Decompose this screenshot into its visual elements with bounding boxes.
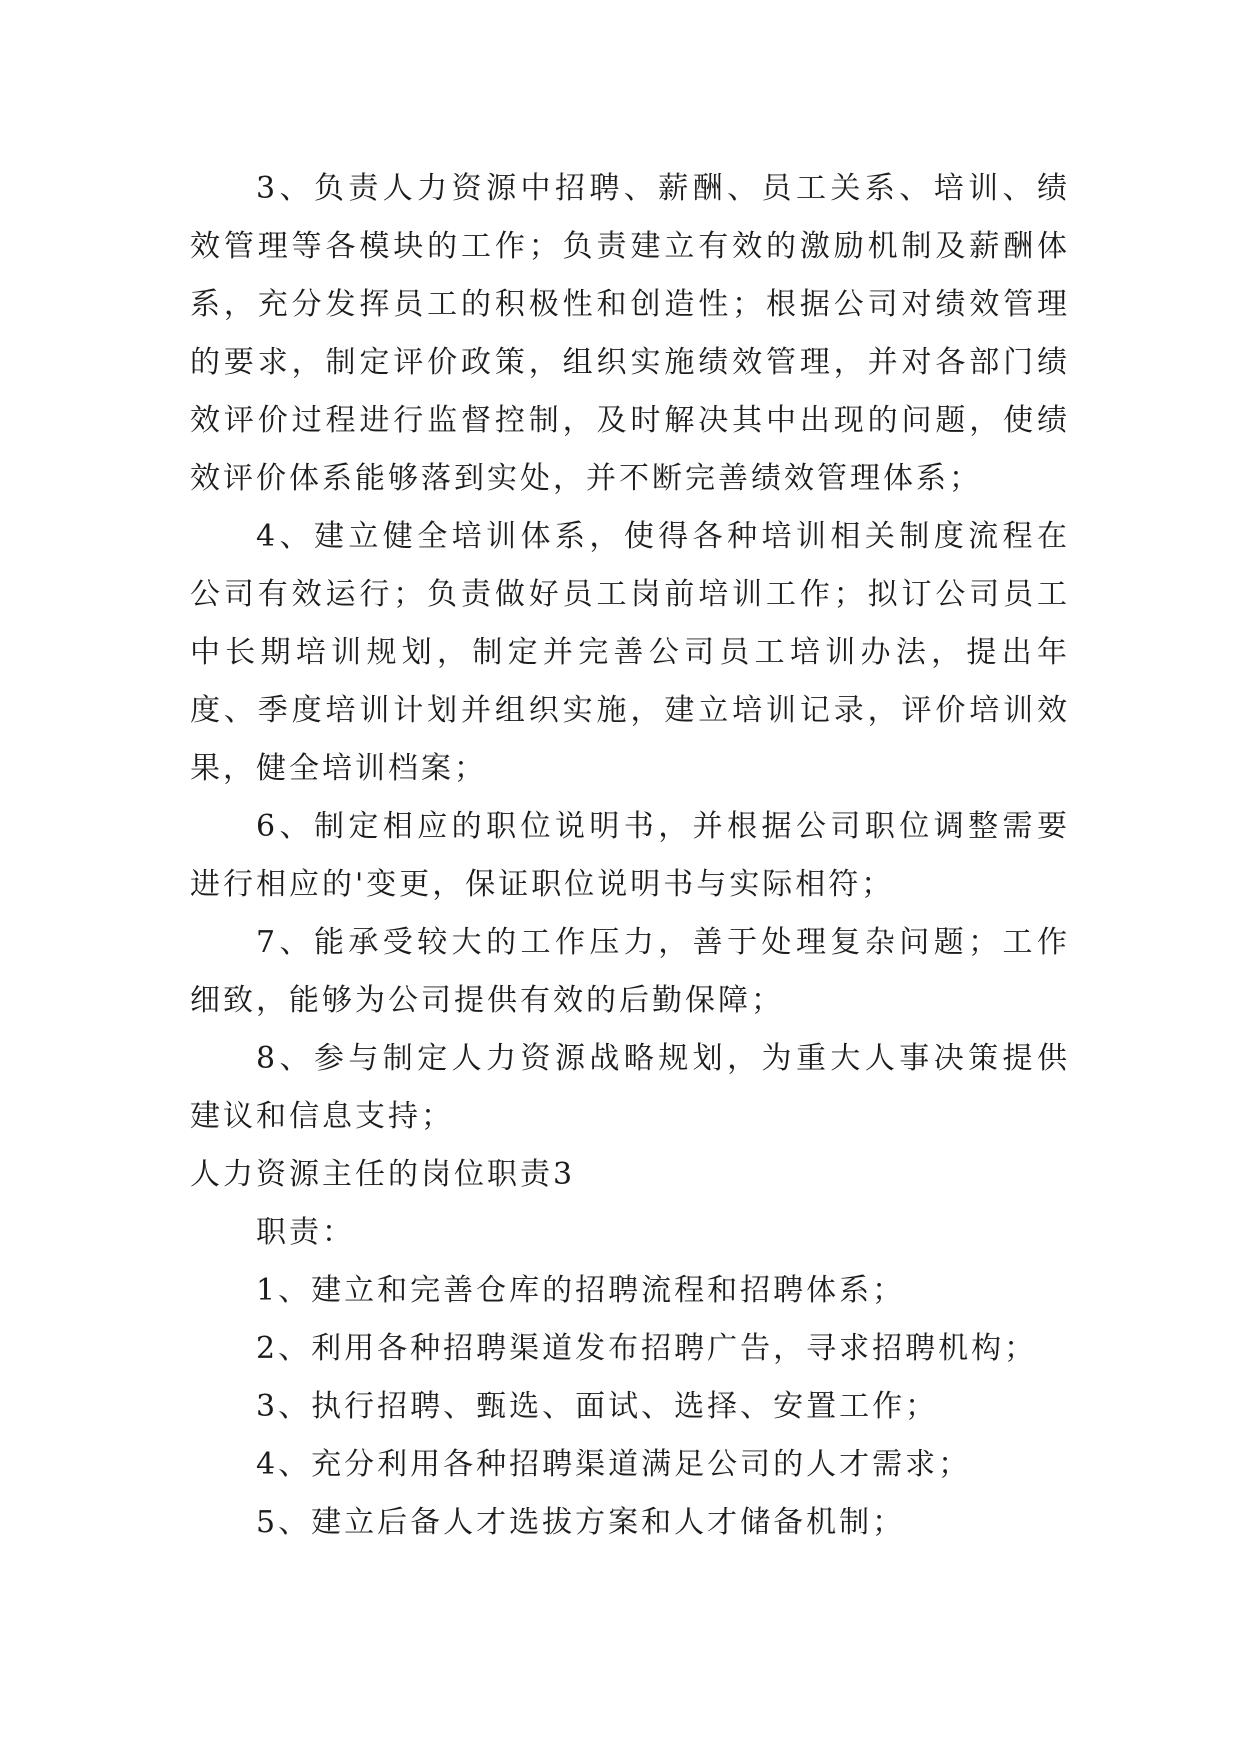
- paragraph-duty-3: 3、负责人力资源中招聘、薪酬、员工关系、培训、绩效管理等各模块的工作；负责建立有效的激励机制及薪酬体系，充分发挥员工的积极性和创造性；根据公司对绩效管理的要求，制定评价政策，组织实施绩效管理，并对各部门绩效评价过程进行监督控制，及时解决其中出现的问题，使绩效评价体系能够落到实处，并不断完善绩效管理体系；: [190, 171, 1070, 496]
- duty-item-4: 4、充分利用各种招聘渠道满足公司的人才需求；: [256, 1447, 972, 1482]
- paragraph-duty-8: 8、参与制定人力资源战略规划，为重大人事决策提供建议和信息支持；: [190, 1041, 1070, 1134]
- duty-item-5: 5、建立后备人才选拔方案和人才储备机制；: [256, 1505, 906, 1540]
- duty-item-1: 1、建立和完善仓库的招聘流程和招聘体系；: [256, 1273, 906, 1308]
- document-body: [190, 160, 1070, 1552]
- duties-label: 职责：: [256, 1215, 355, 1250]
- duty-item-3: 3、执行招聘、甄选、面试、选择、安置工作；: [256, 1389, 939, 1424]
- section-title: 人力资源主任的岗位职责3: [190, 1157, 576, 1192]
- paragraph-duty-7: 7、能承受较大的工作压力，善于处理复杂问题；工作细致，能够为公司提供有效的后勤保障；: [190, 925, 1070, 1018]
- duty-item-2: 2、利用各种招聘渠道发布招聘广告，寻求招聘机构；: [256, 1331, 1038, 1366]
- paragraph-duty-4: 4、建立健全培训体系，使得各种培训相关制度流程在公司有效运行；负责做好员工岗前培训工作；拟订公司员工中长期培训规划，制定并完善公司员工培训办法，提出年度、季度培训计划并组织实施，建立培训记录，评价培训效果，健全培训档案；: [190, 519, 1070, 786]
- paragraph-duty-6: 6、制定相应的职位说明书，并根据公司职位调整需要进行相应的'变更，保证职位说明书与实际相符；: [190, 809, 1070, 902]
